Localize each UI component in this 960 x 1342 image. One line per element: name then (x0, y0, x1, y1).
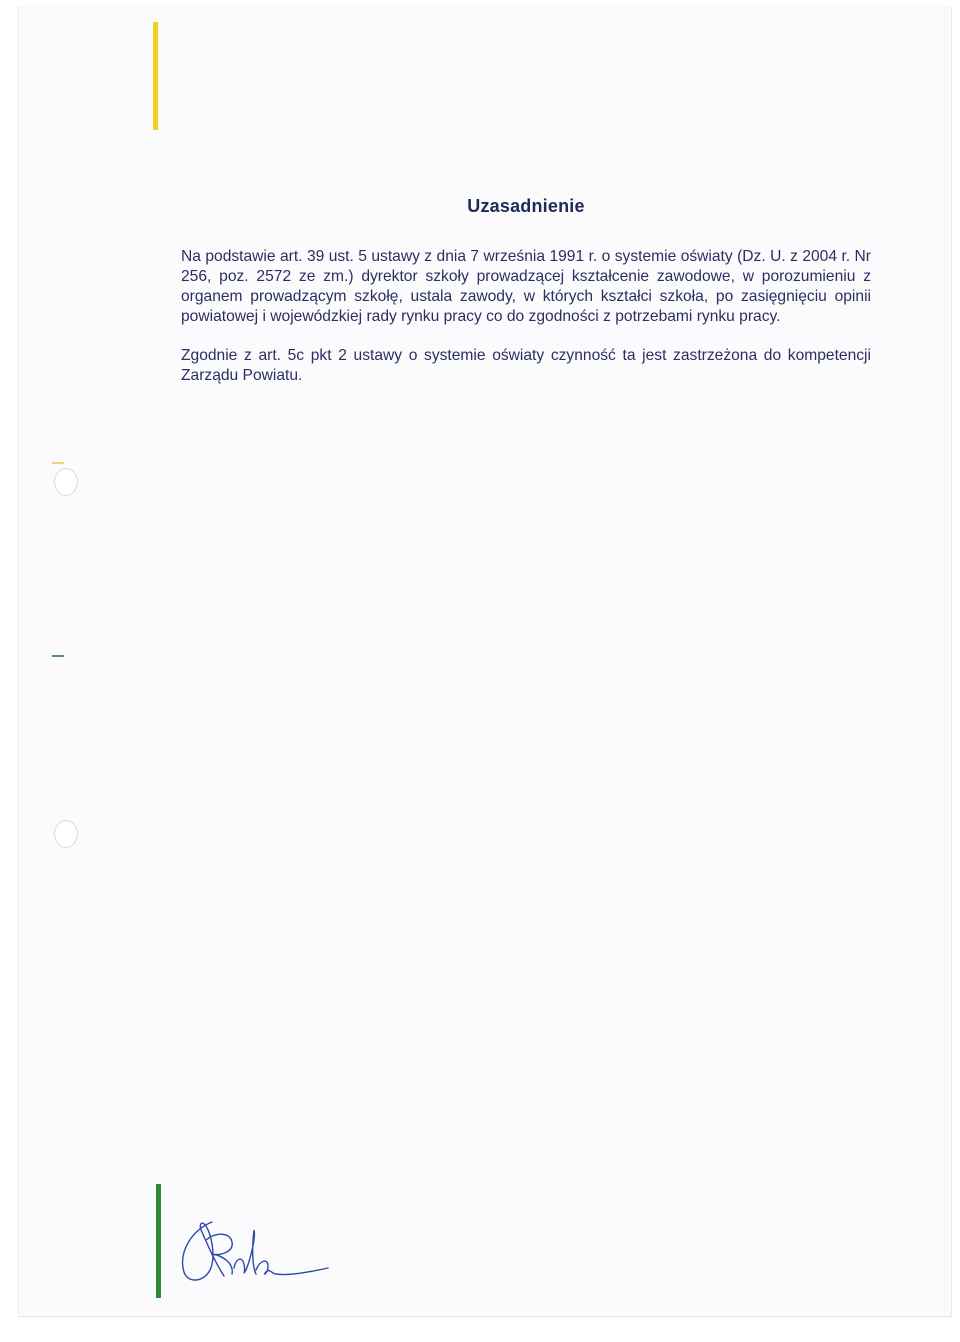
handwritten-signature (172, 1210, 332, 1290)
punch-hole-bottom (54, 820, 78, 848)
yellow-highlight-bar (153, 22, 158, 130)
green-highlight-bar (156, 1184, 161, 1298)
paragraph-legal-basis: Na podstawie art. 39 ust. 5 ustawy z dnia 7 września 1991 r. o systemie oświaty (Dz. U. z 2004 r. Nr 256, poz. 2572 ze zm.) dyrektor szkoły prowadzącej kształcenie zawodowe, w porozumieniu z organem prowadzącym szkołę, ustala zawody, w których kształci szkoła, po zasięgnięciu opinii powiatowej i wojewódzkiej rady rynku pracy co do zgodności z potrzebami rynku pracy. (181, 248, 871, 325)
paragraph-competence: Zgodnie z art. 5c pkt 2 ustawy o systemie oświaty czynność ta jest zastrzeżona do kompetencji Zarządu Powiatu. (181, 347, 871, 384)
document-body (181, 247, 871, 405)
margin-tick-mark (52, 655, 64, 657)
document-title: Uzasadnienie (467, 196, 585, 217)
margin-tick-mark (52, 462, 64, 464)
punch-hole-top (54, 468, 78, 496)
